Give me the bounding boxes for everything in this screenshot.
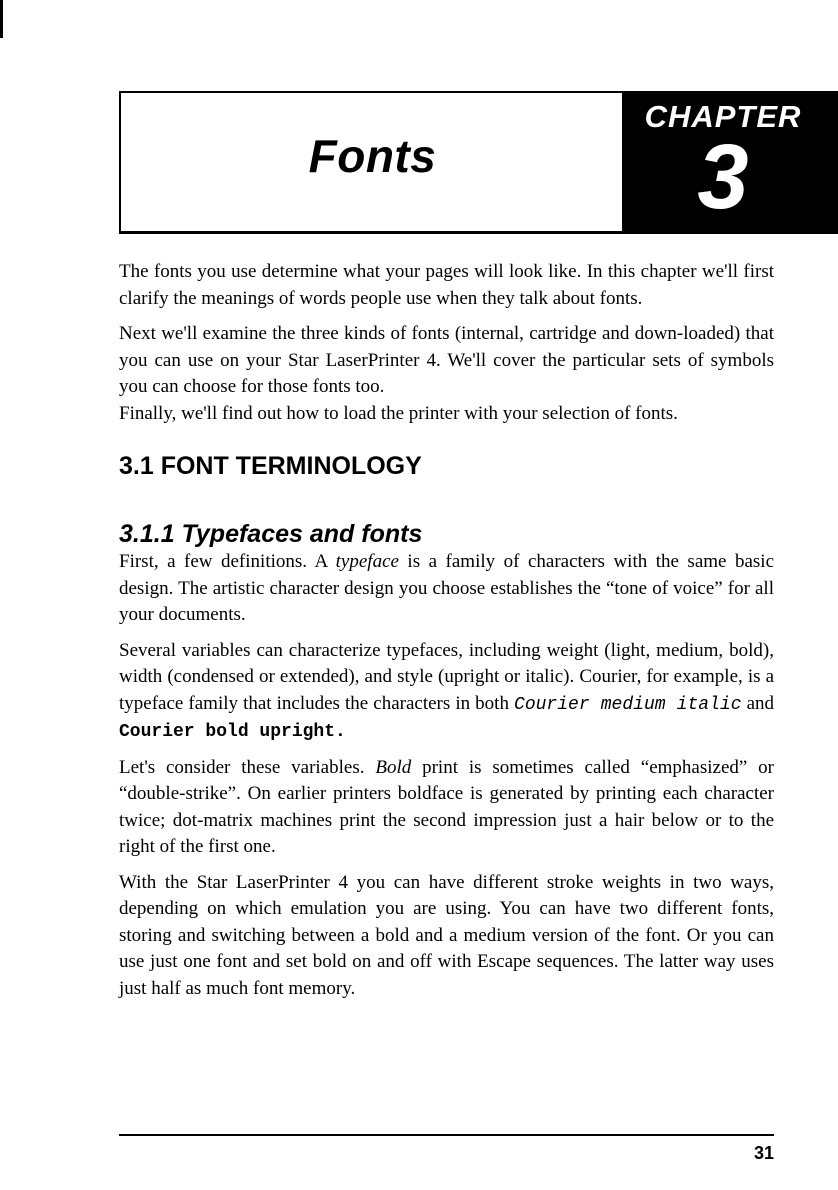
- body-paragraph-3: [119, 755, 774, 861]
- courier-bold-sample: Courier bold upright.: [119, 722, 346, 742]
- body-p2-and: and: [741, 692, 774, 714]
- chapter-title-box: [119, 91, 622, 234]
- scan-margin-mark: [0, 0, 3, 38]
- subsection-heading: 3.1.1 Typefaces and fonts: [119, 520, 423, 548]
- title-box-bottom-rule: [119, 231, 622, 234]
- body-paragraph-4: With the Star LaserPrinter 4 you can have different stroke weights in two ways, depending on which emulation you are using. You can have two different fonts, storing and switching between a bold and a medium version of the font. Or you can use just one font and set bold on and off with Escape sequences. The latter way uses just half as much font memory.: [119, 871, 774, 999]
- body-p1-text-a: First, a few definitions. A: [119, 551, 336, 572]
- page-title: Fonts: [308, 130, 437, 182]
- body-p2-text-a: Several variables can characterize typefaces, including weight (light, medium, bold), width (condensed or extended), and style (upright or italic). Courier, for example, is a typeface family that includes the characters in both: [119, 639, 774, 714]
- main-content: [119, 259, 774, 1011]
- body-p3-text-b: print is sometimes called “emphasized” or “double-strike”. On earlier printers boldface is generated by printing each character twice; dot-matrix machines print the second impression just a hair below or to the right of the first one.: [119, 756, 774, 857]
- intro-paragraph-1: The fonts you use determine what your pages will look like. In this chapter we'll first clarify the meanings of words people use when they talk about fonts.: [119, 261, 774, 309]
- body-paragraph-2: [119, 638, 774, 746]
- chapter-label: CHAPTER: [644, 99, 802, 134]
- section-heading: 3.1 FONT TERMINOLOGY: [119, 452, 422, 480]
- intro-paragraph-2: Next we'll examine the three kinds of fonts (internal, cartridge and down-loaded) that you can use on your Star LaserPrinter 4. We'll cover the particular sets of symbols you can choose for those fonts too.: [119, 323, 774, 397]
- body-p3-text-a: Let's consider these variables.: [119, 756, 376, 778]
- intro-paragraph-3: Finally, we'll find out how to load the printer with your selection of fonts.: [119, 402, 678, 424]
- page-number: 31: [753, 1143, 774, 1163]
- body-paragraph-1: [119, 549, 774, 629]
- footer-rule: [119, 1134, 774, 1136]
- chapter-number: 3: [697, 126, 749, 228]
- body-p1-text-b: is a family of characters with the same basic design. The artistic character design you choose establishes the “tone of voice” for all your documents.: [119, 551, 774, 625]
- courier-italic-sample: Courier medium italic: [514, 694, 742, 715]
- term-typeface: typeface: [335, 551, 399, 572]
- chapter-badge: [622, 91, 838, 234]
- term-bold: Bold: [375, 756, 412, 778]
